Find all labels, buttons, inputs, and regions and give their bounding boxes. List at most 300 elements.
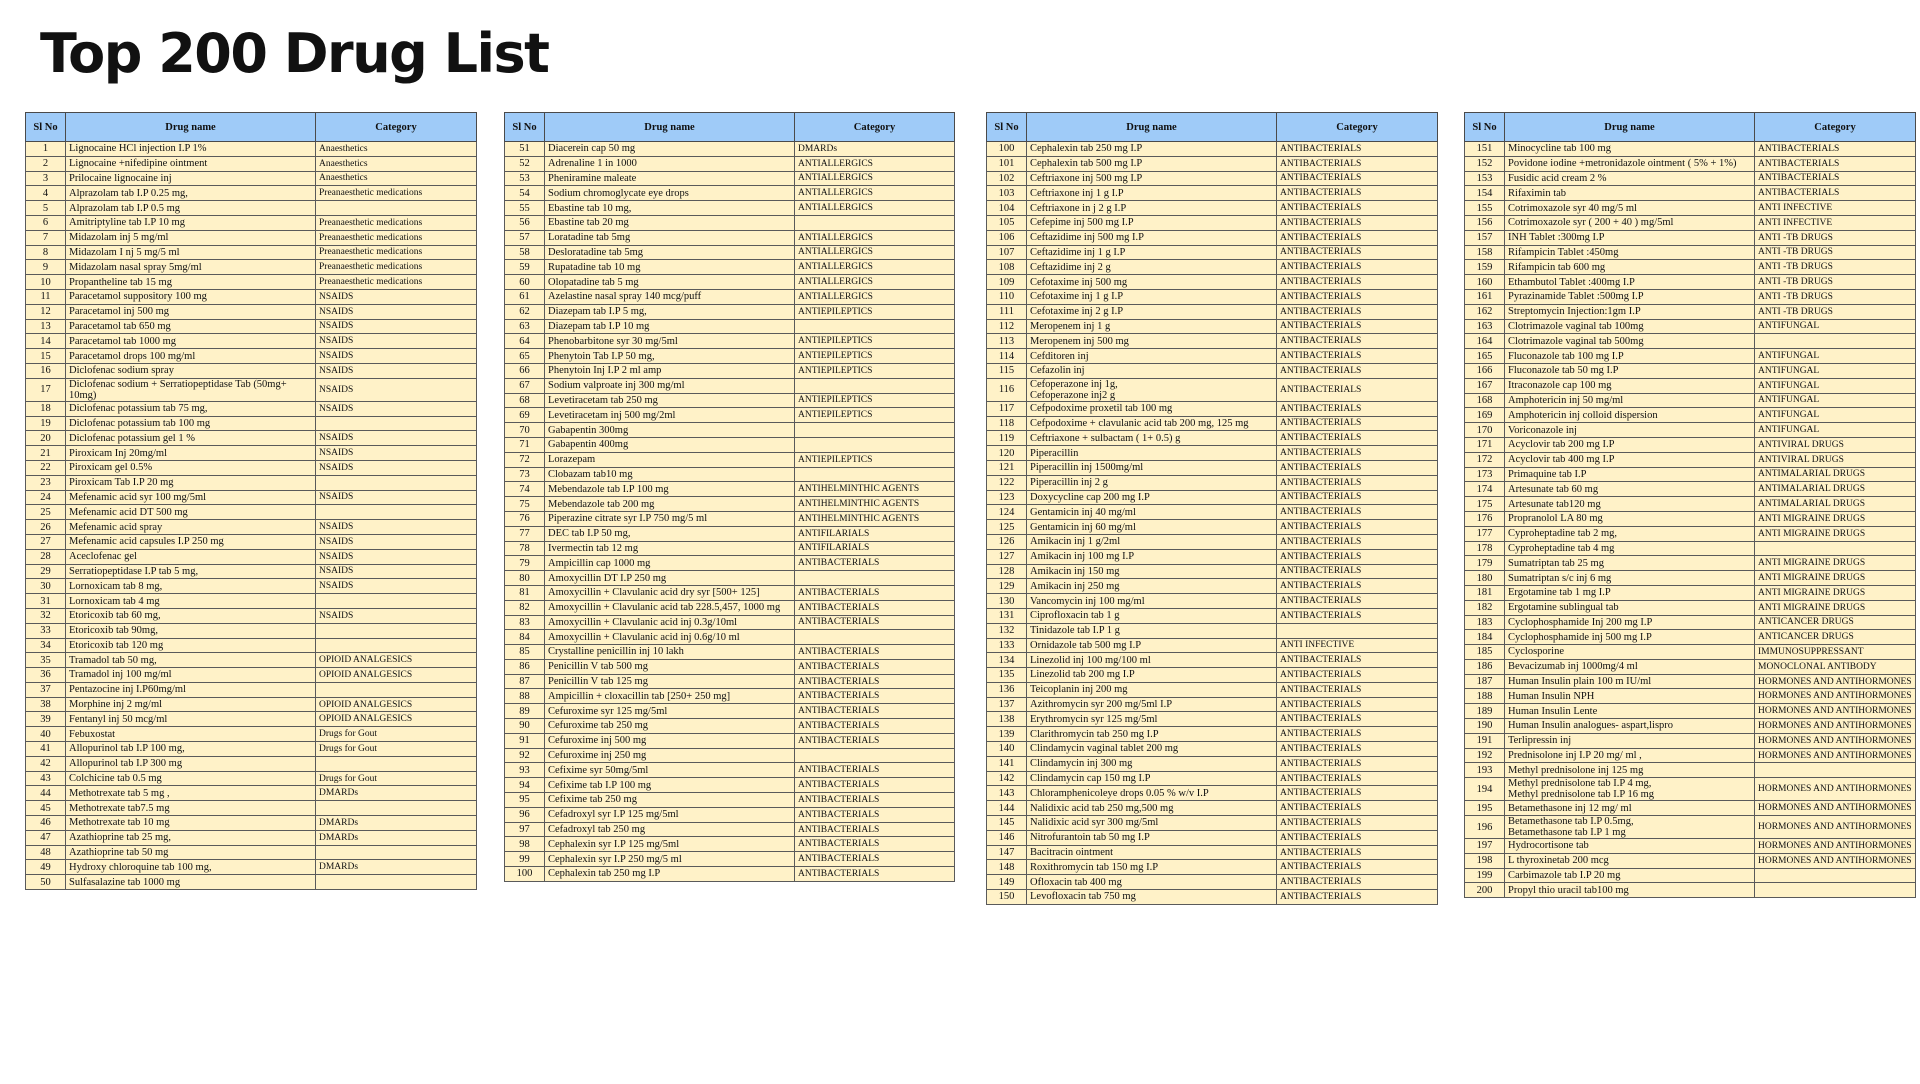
category-cell: ANTIBACTERIALS: [795, 585, 955, 600]
sl-no-cell: 69: [505, 408, 545, 423]
drug-name-cell: Ebastine tab 20 mg: [545, 215, 795, 230]
table-row: [1465, 467, 1916, 482]
drug-name-cell: Paracetamol drops 100 mg/ml: [66, 349, 316, 364]
drug-name-cell: Allopurinol tab I.P 100 mg,: [66, 742, 316, 757]
sl-no-cell: 15: [26, 349, 66, 364]
sl-no-cell: 121: [987, 460, 1027, 475]
sl-no-cell: 5: [26, 201, 66, 216]
sl-no-cell: 76: [505, 511, 545, 526]
category-cell: NSAIDS: [316, 431, 477, 446]
drug-name-cell: Lornoxicam tab 8 mg,: [66, 579, 316, 594]
drug-name-cell: Ergotamine sublingual tab: [1505, 600, 1755, 615]
drug-name-cell: Cephalexin tab 250 mg I.P: [545, 867, 795, 882]
sl-no-cell: 106: [987, 230, 1027, 245]
sl-no-cell: 197: [1465, 839, 1505, 854]
table-row: [987, 890, 1438, 905]
category-cell: ANTIBACTERIALS: [1277, 416, 1438, 431]
sl-no-cell: 125: [987, 520, 1027, 535]
sl-no-cell: 126: [987, 534, 1027, 549]
drug-name-cell: Propranolol LA 80 mg: [1505, 511, 1755, 526]
sl-no-cell: 30: [26, 579, 66, 594]
sl-no-cell: 23: [26, 475, 66, 490]
table-row: [505, 142, 955, 157]
category-cell: HORMONES AND ANTIHORMONES: [1755, 839, 1916, 854]
table-row: [1465, 659, 1916, 674]
sl-no-cell: 66: [505, 363, 545, 378]
drug-name-cell: Azithromycin syr 200 mg/5ml I.P: [1027, 697, 1277, 712]
table-row: [505, 437, 955, 452]
table-row: [26, 534, 477, 549]
drug-name-cell: Phenytoin Inj I.P 2 ml amp: [545, 363, 795, 378]
table-row: [987, 505, 1438, 520]
table-row: [1465, 585, 1916, 600]
sl-no-cell: 3: [26, 171, 66, 186]
table-row: [26, 742, 477, 757]
category-cell: ANTI -TB DRUGS: [1755, 230, 1916, 245]
sl-no-cell: 35: [26, 653, 66, 668]
category-cell: ANTIBACTERIALS: [1277, 668, 1438, 683]
sl-no-cell: 75: [505, 497, 545, 512]
table-row: [1465, 363, 1916, 378]
category-cell: ANTIBACTERIALS: [1277, 830, 1438, 845]
sl-no-cell: 168: [1465, 393, 1505, 408]
table-row: [26, 505, 477, 520]
drug-name-cell: Cotrimoxazole syr 40 mg/5 ml: [1505, 201, 1755, 216]
sl-no-cell: 196: [1465, 816, 1505, 839]
drug-name-cell: Mefenamic acid spray: [66, 520, 316, 535]
table-row: [987, 156, 1438, 171]
drug-name-cell: Alprazolam tab I.P 0.5 mg: [66, 201, 316, 216]
drug-name-cell: Etoricoxib tab 120 mg: [66, 638, 316, 653]
category-cell: [1277, 623, 1438, 638]
drug-name-cell: Fluconazole tab 100 mg I.P: [1505, 349, 1755, 364]
sl-no-cell: 140: [987, 742, 1027, 757]
drug-name-cell: Cyclosporine: [1505, 645, 1755, 660]
table-row: [26, 260, 477, 275]
table-row: [26, 401, 477, 416]
table-row: [26, 816, 477, 831]
drug-name-cell: Propyl thio uracil tab100 mg: [1505, 883, 1755, 898]
category-cell: [316, 594, 477, 609]
sl-no-cell: 14: [26, 334, 66, 349]
sl-no-cell: 129: [987, 579, 1027, 594]
category-cell: ANTI MIGRAINE DRUGS: [1755, 556, 1916, 571]
table-row: [505, 467, 955, 482]
drug-name-cell: Colchicine tab 0.5 mg: [66, 771, 316, 786]
table-row: [1465, 245, 1916, 260]
drug-name-cell: Piperacillin: [1027, 446, 1277, 461]
sl-no-cell: 149: [987, 875, 1027, 890]
category-cell: ANTIBACTERIALS: [795, 822, 955, 837]
drug-name-cell: Clotrimazole vaginal tab 100mg: [1505, 319, 1755, 334]
table-row: [1465, 275, 1916, 290]
sl-no-cell: 158: [1465, 245, 1505, 260]
table-row: [26, 378, 477, 401]
sl-no-cell: 12: [26, 304, 66, 319]
category-cell: NSAIDS: [316, 564, 477, 579]
category-cell: ANTI MIGRAINE DRUGS: [1755, 511, 1916, 526]
sl-no-cell: 100: [987, 142, 1027, 157]
drug-name-cell: Teicoplanin inj 200 mg: [1027, 682, 1277, 697]
table-row: [505, 852, 955, 867]
sl-no-cell: 11: [26, 289, 66, 304]
sl-no-cell: 117: [987, 401, 1027, 416]
drug-name-cell: Cefadroxyl tab 250 mg: [545, 822, 795, 837]
sl-no-cell: 95: [505, 793, 545, 808]
category-cell: ANTIBACTERIALS: [1277, 156, 1438, 171]
drug-name-cell: Diazepam tab I.P 10 mg: [545, 319, 795, 334]
category-cell: NSAIDS: [316, 349, 477, 364]
category-cell: ANTIMALARIAL DRUGS: [1755, 497, 1916, 512]
drug-name-cell: Diclofenac sodium + Serratiopeptidase Tab (50mg+ 10mg): [66, 378, 316, 401]
sl-no-cell: 28: [26, 549, 66, 564]
category-cell: NSAIDS: [316, 534, 477, 549]
drug-name-cell: Human Insulin Lente: [1505, 704, 1755, 719]
category-cell: DMARDs: [316, 830, 477, 845]
table-row: [987, 416, 1438, 431]
table-row: [505, 334, 955, 349]
sl-no-cell: 114: [987, 349, 1027, 364]
table-row: [505, 497, 955, 512]
sl-no-cell: 7: [26, 230, 66, 245]
drug-name-cell: Amoxycillin + Clavulanic acid tab 228.5,457, 1000 mg: [545, 600, 795, 615]
drug-name-cell: Paracetamol inj 500 mg: [66, 304, 316, 319]
sl-no-cell: 165: [1465, 349, 1505, 364]
category-cell: ANTIBACTERIALS: [1277, 304, 1438, 319]
category-cell: ANTIBACTERIALS: [1277, 712, 1438, 727]
sl-no-cell: 17: [26, 378, 66, 401]
category-cell: [795, 319, 955, 334]
drug-name-cell: L thyroxinetab 200 mcg: [1505, 853, 1755, 868]
sl-no-cell: 154: [1465, 186, 1505, 201]
table-row: [1465, 704, 1916, 719]
table-row: [26, 712, 477, 727]
drug-name-cell: Bacitracin ointment: [1027, 845, 1277, 860]
drug-name-cell: Penicillin V tab 125 mg: [545, 674, 795, 689]
drug-name-cell: Cephalexin syr I.P 125 mg/5ml: [545, 837, 795, 852]
category-cell: ANTIBACTERIALS: [1277, 520, 1438, 535]
category-cell: ANTIBACTERIALS: [1277, 490, 1438, 505]
sl-no-cell: 170: [1465, 423, 1505, 438]
drug-name-cell: Gabapentin 300mg: [545, 423, 795, 438]
table-row: [26, 275, 477, 290]
drug-name-cell: Cefoperazone inj 1g, Cefoperazone inj2 g: [1027, 378, 1277, 401]
category-cell: [316, 801, 477, 816]
drug-name-header: Drug name: [66, 113, 316, 142]
sl-no-cell: 128: [987, 564, 1027, 579]
table-row: [1465, 289, 1916, 304]
category-cell: ANTIBACTERIALS: [795, 837, 955, 852]
category-cell: ANTIBACTERIALS: [1277, 289, 1438, 304]
sl-no-cell: 161: [1465, 289, 1505, 304]
category-cell: ANTIEPILEPTICS: [795, 334, 955, 349]
drug-name-cell: Ornidazole tab 500 mg I.P: [1027, 638, 1277, 653]
category-cell: NSAIDS: [316, 579, 477, 594]
drug-name-cell: Lignocaine HCl injection I.P 1%: [66, 142, 316, 157]
category-cell: ANTIBACTERIALS: [1755, 142, 1916, 157]
category-cell: ANTIBACTERIALS: [1277, 334, 1438, 349]
category-cell: OPIOID ANALGESICS: [316, 668, 477, 683]
sl-no-cell: 147: [987, 845, 1027, 860]
drug-name-cell: Clobazam tab10 mg: [545, 467, 795, 482]
table-row: [1465, 156, 1916, 171]
sl-no-cell: 27: [26, 534, 66, 549]
table-row: [987, 756, 1438, 771]
table-row: [1465, 571, 1916, 586]
drug-name-cell: Ceftazidime inj 1 g I.P: [1027, 245, 1277, 260]
category-cell: ANTIBACTERIALS: [1755, 156, 1916, 171]
sl-no-cell: 193: [1465, 763, 1505, 778]
drug-name-cell: Loratadine tab 5mg: [545, 230, 795, 245]
table-row: [1465, 615, 1916, 630]
drug-name-cell: Cefixime tab I.P 100 mg: [545, 778, 795, 793]
category-cell: HORMONES AND ANTIHORMONES: [1755, 733, 1916, 748]
sl-no-cell: 54: [505, 186, 545, 201]
table-row: [1465, 541, 1916, 556]
table-row: [987, 727, 1438, 742]
drug-name-cell: Diclofenac potassium gel 1 %: [66, 431, 316, 446]
category-cell: ANTIBACTERIALS: [1277, 245, 1438, 260]
category-cell: ANTIBACTERIALS: [1277, 564, 1438, 579]
sl-no-cell: 122: [987, 475, 1027, 490]
table-row: [505, 585, 955, 600]
category-cell: ANTIBACTERIALS: [1277, 505, 1438, 520]
sl-no-cell: 88: [505, 689, 545, 704]
category-cell: ANTIALLERGICS: [795, 156, 955, 171]
sl-no-cell: 162: [1465, 304, 1505, 319]
category-cell: ANTIBACTERIALS: [1277, 549, 1438, 564]
category-cell: [316, 201, 477, 216]
category-cell: ANTIEPILEPTICS: [795, 349, 955, 364]
table-row: [505, 260, 955, 275]
drug-name-cell: Doxycycline cap 200 mg I.P: [1027, 490, 1277, 505]
sl-no-cell: 136: [987, 682, 1027, 697]
category-cell: ANTIBACTERIALS: [1277, 201, 1438, 216]
category-cell: ANTICANCER DRUGS: [1755, 615, 1916, 630]
category-cell: OPIOID ANALGESICS: [316, 653, 477, 668]
category-cell: [316, 623, 477, 638]
table-row: [987, 668, 1438, 683]
table-row: [1465, 304, 1916, 319]
category-cell: ANTIFILARIALS: [795, 541, 955, 556]
sl-no-cell: 187: [1465, 674, 1505, 689]
sl-no-cell: 31: [26, 594, 66, 609]
category-cell: ANTIBACTERIALS: [1755, 171, 1916, 186]
drug-table-4: [1464, 112, 1916, 898]
sl-no-cell: 78: [505, 541, 545, 556]
sl-no-cell: 178: [1465, 541, 1505, 556]
sl-no-cell: 130: [987, 594, 1027, 609]
category-cell: NSAIDS: [316, 490, 477, 505]
sl-no-header: Sl No: [987, 113, 1027, 142]
table-row: [1465, 215, 1916, 230]
sl-no-cell: 134: [987, 653, 1027, 668]
drug-name-cell: Ergotamine tab 1 mg I.P: [1505, 585, 1755, 600]
sl-no-cell: 135: [987, 668, 1027, 683]
category-cell: Drugs for Gout: [316, 727, 477, 742]
category-cell: [795, 423, 955, 438]
drug-name-cell: Diclofenac potassium tab 100 mg: [66, 416, 316, 431]
sl-no-cell: 194: [1465, 778, 1505, 801]
table-row: [26, 171, 477, 186]
table-row: [1465, 186, 1916, 201]
category-cell: ANTIBACTERIALS: [795, 763, 955, 778]
sl-no-cell: 46: [26, 816, 66, 831]
drug-table-2: [504, 112, 955, 882]
category-cell: ANTIBACTERIALS: [795, 674, 955, 689]
category-cell: Drugs for Gout: [316, 771, 477, 786]
table-row: [987, 289, 1438, 304]
sl-no-cell: 139: [987, 727, 1027, 742]
drug-name-cell: Ampicillin + cloxacillin tab [250+ 250 mg]: [545, 689, 795, 704]
category-cell: [795, 467, 955, 482]
sl-no-cell: 105: [987, 215, 1027, 230]
category-cell: NSAIDS: [316, 334, 477, 349]
drug-name-cell: Clindamycin inj 300 mg: [1027, 756, 1277, 771]
category-cell: [1755, 868, 1916, 883]
sl-no-cell: 67: [505, 378, 545, 393]
category-cell: ANTIMALARIAL DRUGS: [1755, 467, 1916, 482]
table-row: [26, 245, 477, 260]
drug-name-cell: Linezolid tab 200 mg I.P: [1027, 668, 1277, 683]
category-cell: [316, 875, 477, 890]
table-row: [505, 867, 955, 882]
sl-no-cell: 55: [505, 201, 545, 216]
sl-no-cell: 116: [987, 378, 1027, 401]
table-row: [505, 482, 955, 497]
table-row: [26, 520, 477, 535]
drug-name-cell: Propantheline tab 15 mg: [66, 275, 316, 290]
drug-name-cell: Methotrexate tab 10 mg: [66, 816, 316, 831]
table-row: [505, 748, 955, 763]
drug-name-cell: Diazepam tab I.P 5 mg,: [545, 304, 795, 319]
category-cell: ANTIBACTERIALS: [1277, 786, 1438, 801]
table-row: [26, 549, 477, 564]
category-cell: ANTIFUNGAL: [1755, 393, 1916, 408]
drug-name-cell: Piperacillin inj 1500mg/ml: [1027, 460, 1277, 475]
table-row: [1465, 230, 1916, 245]
table-row: [987, 564, 1438, 579]
drug-name-cell: Nalidixic acid syr 300 mg/5ml: [1027, 816, 1277, 831]
category-cell: ANTIBACTERIALS: [795, 556, 955, 571]
category-cell: ANTIBACTERIALS: [1277, 460, 1438, 475]
category-cell: [316, 756, 477, 771]
sl-no-cell: 151: [1465, 142, 1505, 157]
category-cell: ANTIFUNGAL: [1755, 423, 1916, 438]
drug-name-cell: Ebastine tab 10 mg,: [545, 201, 795, 216]
drug-name-cell: Cefuroxime syr 125 mg/5ml: [545, 704, 795, 719]
category-cell: ANTIALLERGICS: [795, 186, 955, 201]
category-cell: ANTIBACTERIALS: [795, 778, 955, 793]
table-row: [505, 645, 955, 660]
category-cell: DMARDs: [316, 816, 477, 831]
sl-no-cell: 109: [987, 275, 1027, 290]
sl-no-cell: 53: [505, 171, 545, 186]
sl-no-cell: 103: [987, 186, 1027, 201]
drug-name-cell: Amoxycillin + Clavulanic acid dry syr [500+ 125]: [545, 585, 795, 600]
category-cell: ANTIBACTERIALS: [1277, 431, 1438, 446]
table-row: [987, 771, 1438, 786]
sl-no-cell: 32: [26, 608, 66, 623]
sl-no-cell: 102: [987, 171, 1027, 186]
drug-name-cell: Roxithromycin tab 150 mg I.P: [1027, 860, 1277, 875]
sl-no-cell: 58: [505, 245, 545, 260]
sl-no-cell: 99: [505, 852, 545, 867]
drug-name-cell: Ceftazidime inj 2 g: [1027, 260, 1277, 275]
table-row: [26, 446, 477, 461]
category-cell: ANTIBACTERIALS: [1277, 230, 1438, 245]
category-cell: HORMONES AND ANTIHORMONES: [1755, 674, 1916, 689]
table-row: [987, 549, 1438, 564]
table-row: [505, 363, 955, 378]
sl-no-cell: 152: [1465, 156, 1505, 171]
drug-name-cell: Febuxostat: [66, 727, 316, 742]
table-row: [987, 378, 1438, 401]
category-cell: NSAIDS: [316, 520, 477, 535]
category-cell: ANTI INFECTIVE: [1755, 215, 1916, 230]
drug-name-cell: Etoricoxib tab 60 mg,: [66, 608, 316, 623]
sl-no-cell: 60: [505, 275, 545, 290]
category-cell: ANTIBACTERIALS: [1277, 845, 1438, 860]
drug-name-cell: Clindamycin vaginal tablet 200 mg: [1027, 742, 1277, 757]
category-cell: ANTIALLERGICS: [795, 245, 955, 260]
table-row: [987, 215, 1438, 230]
drug-name-cell: Hydroxy chloroquine tab 100 mg,: [66, 860, 316, 875]
table-row: [987, 349, 1438, 364]
category-cell: ANTIEPILEPTICS: [795, 393, 955, 408]
table-row: [26, 727, 477, 742]
table-row: [1465, 526, 1916, 541]
sl-no-cell: 39: [26, 712, 66, 727]
category-cell: ANTIFUNGAL: [1755, 378, 1916, 393]
table-row: [1465, 201, 1916, 216]
sl-no-cell: 199: [1465, 868, 1505, 883]
table-row: [1465, 393, 1916, 408]
sl-no-cell: 18: [26, 401, 66, 416]
drug-name-cell: Pheniramine maleate: [545, 171, 795, 186]
table-row: [505, 304, 955, 319]
category-cell: ANTIBACTERIALS: [795, 807, 955, 822]
table-row: [505, 511, 955, 526]
sl-no-cell: 93: [505, 763, 545, 778]
category-cell: MONOCLONAL ANTIBODY: [1755, 659, 1916, 674]
drug-name-cell: Carbimazole tab I.P 20 mg: [1505, 868, 1755, 883]
table-row: [987, 860, 1438, 875]
category-cell: ANTIBACTERIALS: [1277, 275, 1438, 290]
table-row: [987, 742, 1438, 757]
drug-name-cell: Lignocaine +nifedipine ointment: [66, 156, 316, 171]
table-row: [505, 245, 955, 260]
drug-name-cell: Acyclovir tab 200 mg I.P: [1505, 437, 1755, 452]
table-row: [505, 230, 955, 245]
sl-no-cell: 172: [1465, 452, 1505, 467]
drug-name-cell: Methotrexate tab 5 mg ,: [66, 786, 316, 801]
category-cell: ANTIBACTERIALS: [1277, 579, 1438, 594]
table-row: [1465, 883, 1916, 898]
sl-no-cell: 160: [1465, 275, 1505, 290]
table-row: [505, 452, 955, 467]
category-cell: DMARDs: [316, 786, 477, 801]
category-cell: [795, 571, 955, 586]
sl-no-cell: 79: [505, 556, 545, 571]
table-row: [987, 534, 1438, 549]
sl-no-cell: 145: [987, 816, 1027, 831]
sl-no-cell: 179: [1465, 556, 1505, 571]
table-row: [987, 260, 1438, 275]
category-cell: Preanaesthetic medications: [316, 275, 477, 290]
drug-name-cell: Sumatriptan tab 25 mg: [1505, 556, 1755, 571]
drug-name-cell: Ethambutol Tablet :400mg I.P: [1505, 275, 1755, 290]
